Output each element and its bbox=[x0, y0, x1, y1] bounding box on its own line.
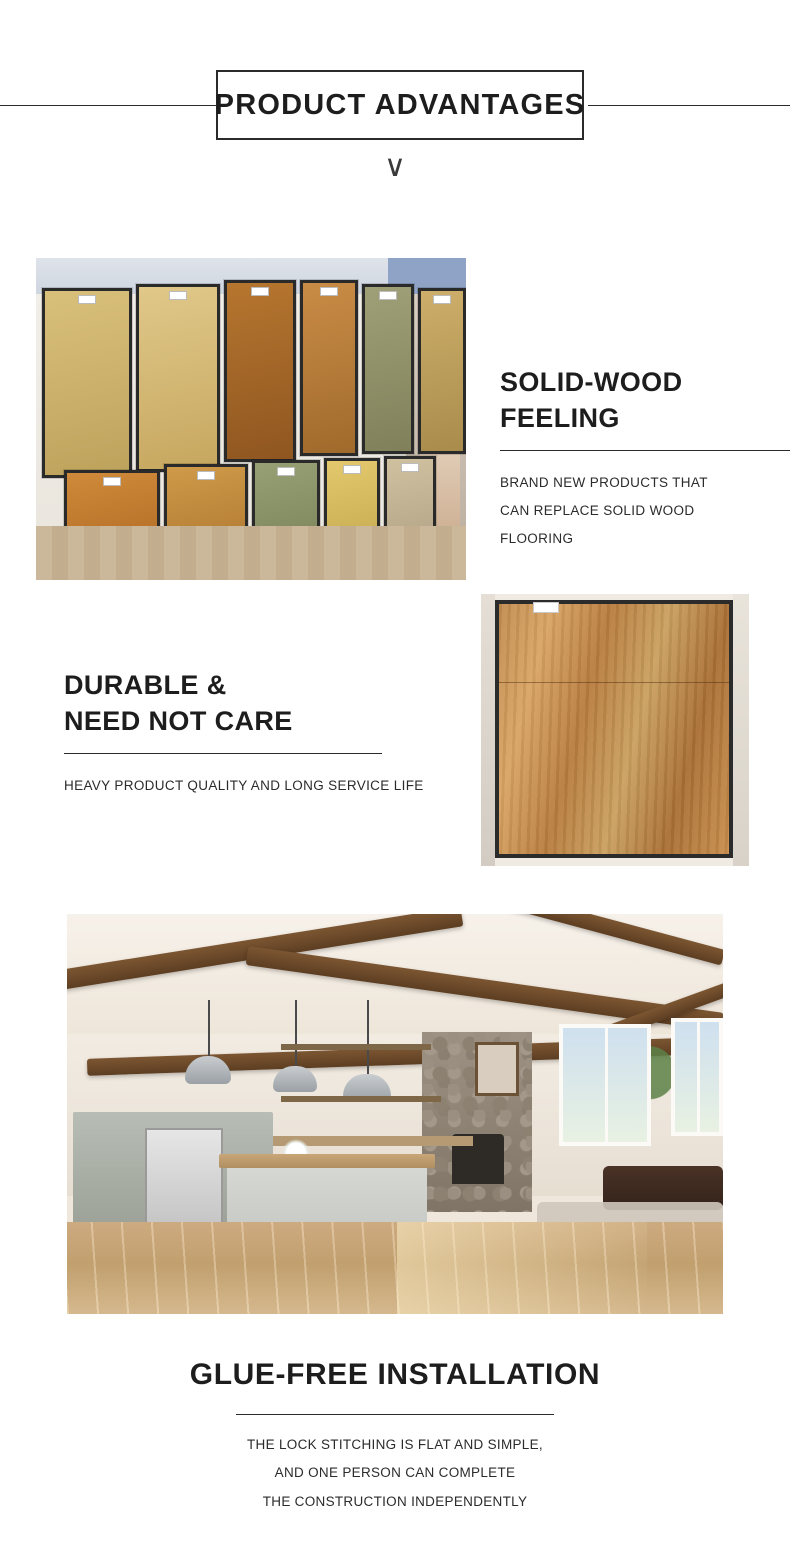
sample-board bbox=[418, 288, 466, 454]
window-mullion bbox=[697, 1022, 700, 1132]
section-divider bbox=[64, 753, 382, 754]
sample-board bbox=[42, 288, 132, 478]
page-title: PRODUCT ADVANTAGES bbox=[214, 88, 586, 121]
board-tag bbox=[379, 291, 397, 300]
sample-wall-illustration bbox=[36, 258, 466, 580]
board-tag bbox=[197, 471, 215, 480]
board-tag bbox=[78, 295, 96, 304]
chevron-down-icon: ∨ bbox=[384, 150, 406, 183]
board-tag bbox=[433, 295, 451, 304]
sample-board bbox=[300, 280, 358, 456]
section-heading: GLUE-FREE INSTALLATION bbox=[189, 1358, 601, 1391]
section-heading bbox=[500, 365, 790, 436]
showroom-sample-wall-image bbox=[36, 258, 466, 580]
pendant-lamp-cord bbox=[367, 1000, 369, 1074]
stove bbox=[145, 1128, 223, 1236]
section-body-line1: THE LOCK STITCHING IS FLAT AND SIMPLE, bbox=[247, 1437, 543, 1452]
window bbox=[671, 1018, 723, 1136]
header-title-box bbox=[216, 70, 584, 140]
board-tag bbox=[401, 463, 419, 472]
section-body-line1: BRAND NEW PRODUCTS THAT bbox=[500, 475, 708, 491]
section-body-line1: HEAVY PRODUCT QUALITY AND LONG SERVICE LIFE bbox=[64, 778, 424, 794]
page-header bbox=[0, 70, 790, 142]
section-solid-wood-feeling bbox=[500, 365, 790, 553]
section-heading bbox=[64, 668, 474, 739]
board-tag bbox=[533, 602, 559, 613]
framed-mirror bbox=[475, 1042, 519, 1096]
room-illustration bbox=[67, 914, 723, 1314]
board-tag bbox=[320, 287, 338, 296]
section-durable-need-not-care bbox=[64, 668, 474, 800]
window-mullion bbox=[605, 1028, 608, 1142]
section-heading-line1: DURABLE & bbox=[64, 670, 227, 700]
board-tag bbox=[251, 287, 269, 296]
section-heading-line2: NEED NOT CARE bbox=[64, 705, 293, 736]
single-sample-board-image bbox=[481, 594, 749, 866]
header-rule-left bbox=[0, 105, 222, 106]
sample-board bbox=[136, 284, 220, 472]
large-wood-board bbox=[495, 600, 733, 858]
sample-board bbox=[224, 280, 296, 462]
section-body-line3: FLOORING bbox=[500, 531, 574, 547]
wall-edge-left bbox=[481, 594, 495, 866]
section-body-line2: CAN REPLACE SOLID WOOD bbox=[500, 503, 695, 519]
wall-shelf bbox=[281, 1044, 431, 1050]
board-tag bbox=[277, 467, 295, 476]
section-glue-free-installation bbox=[0, 1358, 790, 1516]
section-heading-line1: SOLID-WOOD bbox=[500, 367, 683, 397]
section-heading-line2: FEELING bbox=[500, 402, 620, 433]
section-body bbox=[500, 469, 790, 553]
wall-shelf bbox=[281, 1096, 441, 1102]
section-divider bbox=[500, 450, 790, 451]
kitchen-island-top bbox=[219, 1154, 435, 1168]
section-body-line3: THE CONSTRUCTION INDEPENDENTLY bbox=[262, 1493, 528, 1509]
section-body bbox=[0, 1431, 790, 1516]
section-body-line2: AND ONE PERSON CAN COMPLETE bbox=[274, 1465, 516, 1481]
kitchen-interior-image bbox=[67, 914, 723, 1314]
sunlight-patch bbox=[397, 1222, 647, 1314]
section-body bbox=[64, 772, 474, 800]
pendant-lamp-cord bbox=[295, 1000, 297, 1066]
board-seam bbox=[499, 682, 729, 683]
header-rule-right bbox=[588, 105, 790, 106]
wall-edge-right bbox=[733, 594, 749, 866]
sample-board bbox=[362, 284, 414, 454]
pendant-lamp-cord bbox=[208, 1000, 210, 1056]
board-tag bbox=[103, 477, 121, 486]
showroom-floor bbox=[36, 526, 466, 580]
window bbox=[559, 1024, 651, 1146]
board-tag bbox=[343, 465, 361, 474]
board-tag bbox=[169, 291, 187, 300]
section-divider bbox=[236, 1414, 554, 1415]
